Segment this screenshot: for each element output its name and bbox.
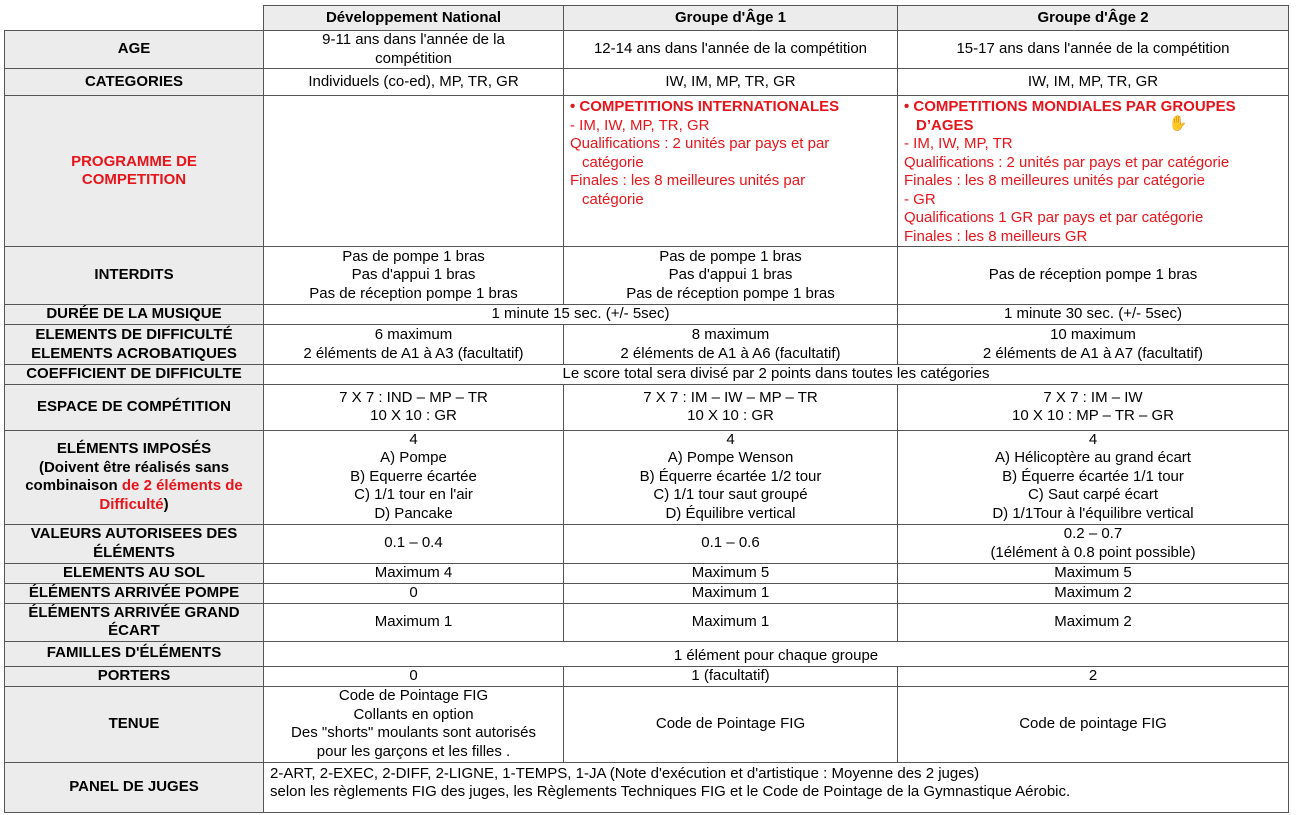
col-header-dev: Développement National [264, 6, 564, 31]
row-label-programme: PROGRAMME DE COMPETITION [5, 96, 264, 247]
cell-sol-g1: Maximum 5 [564, 563, 898, 583]
table-row-grandecart [5, 603, 1289, 641]
cell-categories-g2: IW, IM, MP, TR, GR [898, 69, 1289, 96]
cell-valeurs-dev: 0.1 – 0.4 [264, 524, 564, 563]
col-header-group1: Groupe d'Âge 1 [564, 6, 898, 31]
cell-age-g1: 12-14 ans dans l'année de la compétition [564, 31, 898, 69]
table-row-interdits [5, 247, 1289, 305]
row-label-pompe: ÉLÉMENTS ARRIVÉE POMPE [5, 583, 264, 603]
cell-age-g2: 15-17 ans dans l'année de la compétition [898, 31, 1289, 69]
row-label-interdits: INTERDITS [5, 247, 264, 305]
cell-espace-dev: 7 X 7 : IND – MP – TR 10 X 10 : GR [264, 384, 564, 430]
row-label-tenue: TENUE [5, 686, 264, 762]
row-label-age: AGE [5, 31, 264, 69]
hand-cursor-icon: ✋ [1168, 114, 1188, 132]
table-header-row [5, 6, 1289, 31]
cell-valeurs-g1: 0.1 – 0.6 [564, 524, 898, 563]
cell-sol-dev: Maximum 4 [264, 563, 564, 583]
row-label-porters: PORTERS [5, 666, 264, 686]
cell-difficulte-g1: 8 maximum 2 éléments de A1 à A6 (facultatif) [564, 325, 898, 365]
cell-porters-g2: 2 [898, 666, 1289, 686]
cell-programme-g1: • COMPETITIONS INTERNATIONALES - IM, IW, MP, TR, GR Qualifications : 2 unités par pays et par catégorie Finales : les 8 meilleures unités par catégorie [564, 96, 898, 247]
table-row-familles [5, 641, 1289, 666]
cell-pompe-dev: 0 [264, 583, 564, 603]
cell-programme-g2: • COMPETITIONS MONDIALES PAR GROUPES D’AGES ✋ - IM, IW, MP, TR Qualifications : 2 unités par pays et par catégorie Finales : les 8 meilleures unités par catégorie - GR Qualifications 1 GR par pays et par catégorie Finales : les 8 meilleurs GR [898, 96, 1289, 247]
cell-imposes-dev: 4 A) Pompe B) Equerre écartée C) 1/1 tour en l'air D) Pancake [264, 430, 564, 524]
cell-porters-dev: 0 [264, 666, 564, 686]
table-row-coefficient [5, 365, 1289, 385]
row-label-categories: CATEGORIES [5, 69, 264, 96]
cell-coefficient-all: Le score total sera divisé par 2 points dans toutes les catégories [264, 365, 1289, 385]
row-label-espace: ESPACE DE COMPÉTITION [5, 384, 264, 430]
cell-interdits-dev: Pas de pompe 1 bras Pas d'appui 1 bras Pas de réception pompe 1 bras [264, 247, 564, 305]
cell-tenue-dev: Code de Pointage FIG Collants en option Des "shorts" moulants sont autorisés pour les garçons et les filles . [264, 686, 564, 762]
row-label-panel: PANEL DE JUGES [5, 762, 264, 812]
cell-valeurs-g2: 0.2 – 0.7 (1élément à 0.8 point possible) [898, 524, 1289, 563]
row-label-coefficient: COEFFICIENT DE DIFFICULTE [5, 365, 264, 385]
row-label-musique: DURÉE DE LA MUSIQUE [5, 305, 264, 325]
table-row-panel [5, 762, 1289, 812]
cell-imposes-g2: 4 A) Hélicoptère au grand écart B) Équerre écartée 1/1 tour C) Saut carpé écart D) 1/1Tour à l'équilibre vertical [898, 430, 1289, 524]
table-row-pompe [5, 583, 1289, 603]
cell-pompe-g1: Maximum 1 [564, 583, 898, 603]
cell-age-dev: 9-11 ans dans l'année de la compétition [264, 31, 564, 69]
header-corner [5, 6, 264, 31]
row-label-imposes: ELÉMENTS IMPOSÉS (Doivent être réalisés sans combinaison de 2 éléments de Difficulté) [5, 430, 264, 524]
cell-difficulte-g2: 10 maximum 2 éléments de A1 à A7 (facultatif) [898, 325, 1289, 365]
cell-difficulte-dev: 6 maximum 2 éléments de A1 à A3 (facultatif) [264, 325, 564, 365]
cell-musique-dev-g1: 1 minute 15 sec. (+/- 5sec) [264, 305, 898, 325]
table-row-valeurs [5, 524, 1289, 563]
cell-programme-dev [264, 96, 564, 247]
row-label-valeurs: VALEURS AUTORISEES DES ÉLÉMENTS [5, 524, 264, 563]
cell-espace-g1: 7 X 7 : IM – IW – MP – TR 10 X 10 : GR [564, 384, 898, 430]
table-row-categories [5, 69, 1289, 96]
cell-familles-all: 1 élément pour chaque groupe [264, 641, 1289, 666]
row-label-familles: FAMILLES D'ÉLÉMENTS [5, 641, 264, 666]
table-row-espace [5, 384, 1289, 430]
cell-tenue-g1: Code de Pointage FIG [564, 686, 898, 762]
table-row-porters [5, 666, 1289, 686]
cell-imposes-g1: 4 A) Pompe Wenson B) Équerre écartée 1/2 tour C) 1/1 tour saut groupé D) Équilibre vertical [564, 430, 898, 524]
cell-grandecart-g2: Maximum 2 [898, 603, 1289, 641]
table-row-sol [5, 563, 1289, 583]
cell-grandecart-dev: Maximum 1 [264, 603, 564, 641]
cell-categories-dev: Individuels (co-ed), MP, TR, GR [264, 69, 564, 96]
cell-musique-g2: 1 minute 30 sec. (+/- 5sec) [898, 305, 1289, 325]
table-row-programme [5, 96, 1289, 247]
row-label-sol: ELEMENTS AU SOL [5, 563, 264, 583]
cell-categories-g1: IW, IM, MP, TR, GR [564, 69, 898, 96]
cell-sol-g2: Maximum 5 [898, 563, 1289, 583]
row-label-difficulte: ELEMENTS DE DIFFICULTÉ ELEMENTS ACROBATIQUES [5, 325, 264, 365]
col-header-group2: Groupe d'Âge 2 [898, 6, 1289, 31]
cell-interdits-g2: Pas de réception pompe 1 bras [898, 247, 1289, 305]
cell-interdits-g1: Pas de pompe 1 bras Pas d'appui 1 bras Pas de réception pompe 1 bras [564, 247, 898, 305]
cell-pompe-g2: Maximum 2 [898, 583, 1289, 603]
row-label-grandecart: ÉLÉMENTS ARRIVÉE GRAND ÉCART [5, 603, 264, 641]
cell-tenue-g2: Code de pointage FIG [898, 686, 1289, 762]
table-row-age [5, 31, 1289, 69]
table-row-difficulte [5, 325, 1289, 365]
table-row-imposes [5, 430, 1289, 524]
cell-porters-g1: 1 (facultatif) [564, 666, 898, 686]
rules-table [4, 5, 1289, 813]
cell-espace-g2: 7 X 7 : IM – IW 10 X 10 : MP – TR – GR [898, 384, 1289, 430]
table-row-musique [5, 305, 1289, 325]
cell-panel-all: 2-ART, 2-EXEC, 2-DIFF, 2-LIGNE, 1-TEMPS, 1-JA (Note d'exécution et d'artistique : Moyenne des 2 juges) selon les règlements FIG des juges, les Règlements Techniques FIG et le Code de Pointage de la Gymnastique Aérobic. [264, 762, 1289, 812]
table-row-tenue [5, 686, 1289, 762]
cell-grandecart-g1: Maximum 1 [564, 603, 898, 641]
